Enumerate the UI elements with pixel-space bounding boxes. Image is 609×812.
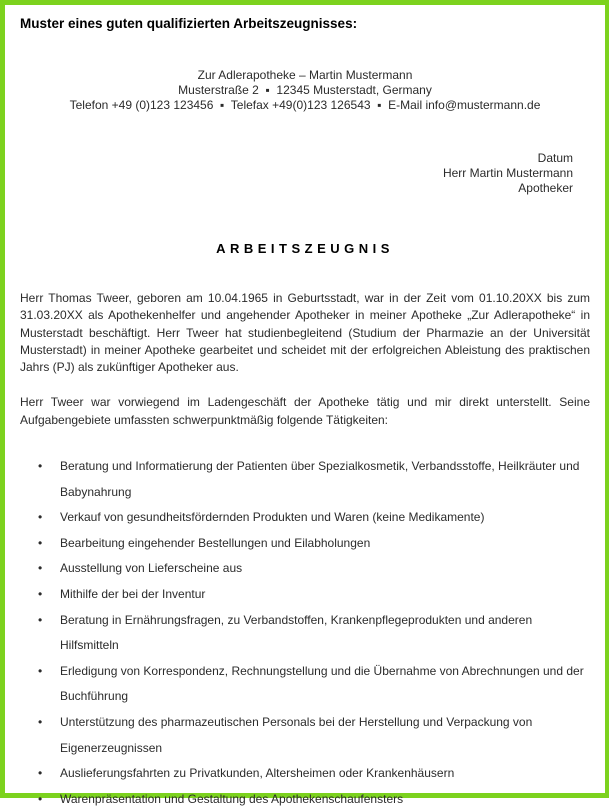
date-label: Datum: [537, 151, 573, 165]
letterhead-address: Musterstraße 2 ▪ 12345 Musterstadt, Germany: [178, 83, 432, 97]
list-item: • Mithilfe der bei der Inventur: [60, 582, 590, 608]
document-heading: ARBEITSZEUGNIS: [216, 241, 394, 256]
recipient-block: [20, 151, 590, 196]
list-item: • Verkauf von gesundheitsfördernden Produkten und Waren (keine Medikamente): [60, 505, 590, 531]
list-item: • Beratung und Informatierung der Patienten über Spezialkosmetik, Verbandsstoffe, Heilkräuter und Babynahrung: [60, 454, 590, 505]
duties-list: [20, 454, 590, 812]
list-item: • Unterstützung des pharmazeutischen Personals bei der Herstellung und Verpackung von Eigenerzeugnissen: [60, 710, 590, 761]
letterhead-name: Zur Adlerapotheke – Martin Mustermann: [197, 68, 413, 82]
recipient-role: Apotheker: [518, 181, 573, 195]
recipient-name: Herr Martin Mustermann: [442, 166, 573, 180]
document-content: [5, 5, 605, 812]
list-item: • Beratung in Ernährungsfragen, zu Verbandstoffen, Krankenpflegeprodukten und anderen Hilfsmitteln: [60, 608, 590, 659]
list-item: • Warenpräsentation und Gestaltung des Apothekenschaufensters: [60, 787, 590, 812]
list-item: • Bearbeitung eingehender Bestellungen und Eilabholungen: [60, 531, 590, 557]
list-item: • Erledigung von Korrespondenz, Rechnungstellung und die Übernahme von Abrechnungen und der Buchführung: [60, 659, 590, 710]
list-item: • Auslieferungsfahrten zu Privatkunden, Altersheimen oder Krankenhäusern: [60, 761, 590, 787]
tasks-intro-paragraph: Herr Tweer war vorwiegend im Ladengeschäft der Apotheke tätig und mir direkt unterstellt. Seine Aufgabengebiete umfassten schwerpunktmäßig folgende Tätigkeiten:: [20, 395, 590, 427]
template-title: Muster eines guten qualifizierten Arbeitszeugnisses:: [20, 16, 358, 31]
letterhead: [20, 68, 590, 113]
letterhead-contact: Telefon +49 (0)123 123456 ▪ Telefax +49(0)123 126543 ▪ E-Mail info@mustermann.de: [69, 98, 541, 112]
intro-paragraph: Herr Thomas Tweer, geboren am 10.04.1965 in Geburtsstadt, war in der Zeit vom 01.10.20XX bis zum 31.03.20XX als Apothekenhelfer und angehender Apotheker in meiner Apotheke „Zur Adlerapotheke“ in Musterstadt beschäftigt. Herr Tweer hat studienbegleitend (Studium der Pharmazie an der Universität Musterstadt) in meiner Apotheke gearbeitet und scheidet mit der erfolgreichen Ableistung des praktischen Jahrs (PJ) als zukünftiger Apotheker aus.: [20, 291, 590, 375]
list-item: • Ausstellung von Lieferscheine aus: [60, 556, 590, 582]
